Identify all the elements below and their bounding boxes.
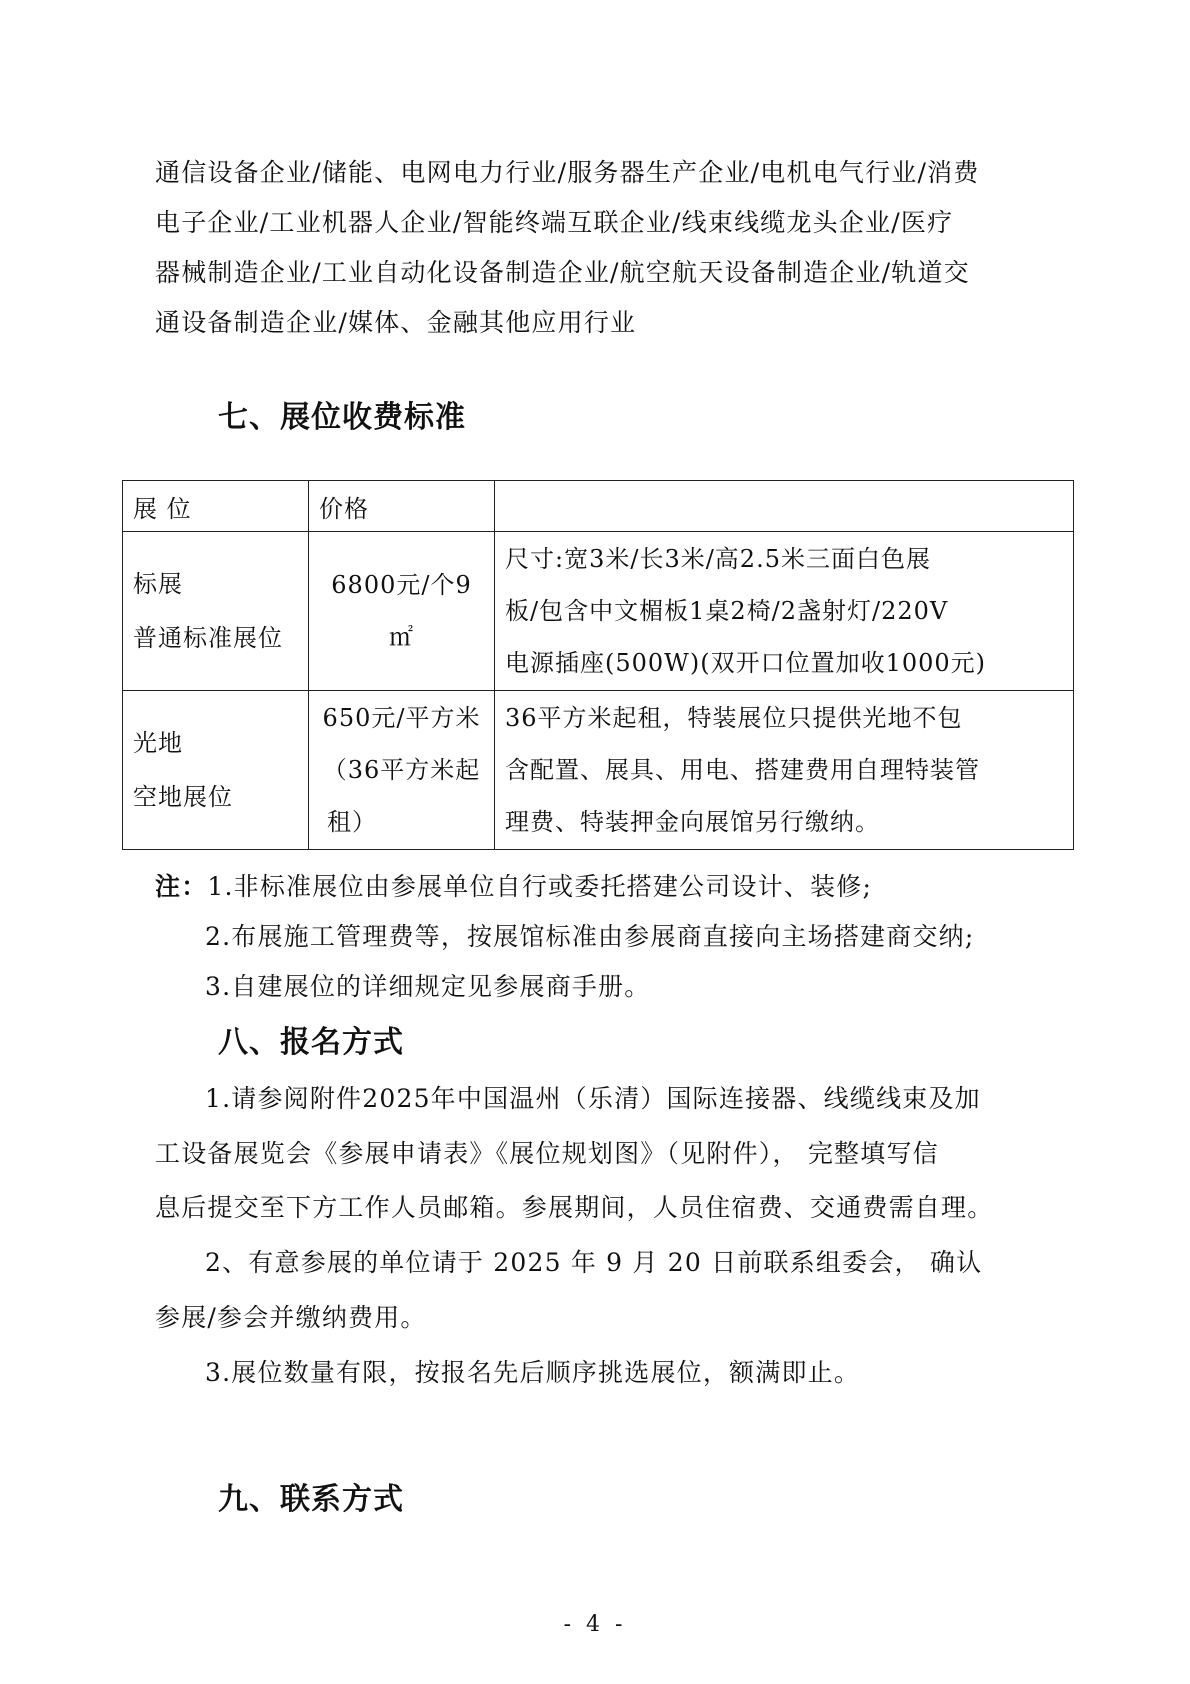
booth-desc-line: 板/包含中文楣板1桌2椅/2盏射灯/220V (505, 597, 949, 625)
booth-name-cell (123, 532, 309, 691)
intro-line-2: 电子企业/工业机器人企业/智能终端互联企业/线束线缆龙头企业/医疗 (155, 208, 954, 237)
booth-price-cell (309, 691, 495, 850)
booth-desc-line: 尺寸:宽3米/长3米/高2.5米三面白色展 (505, 545, 931, 573)
intro-line-1: 通信设备企业/储能、电网电力行业/服务器生产企业/电机电气行业/消费 (155, 158, 980, 187)
signup-line-6: 3.展位数量有限，按报名先后顺序挑选展位，额满即止。 (205, 1358, 861, 1387)
intro-line-3: 器械制造企业/工业自动化设备制造企业/航空航天设备制造企业/轨道交 (155, 258, 970, 287)
booth-desc-line: 电源插座(500W)(双开口位置加收1000元) (505, 649, 987, 677)
table-header-row (123, 481, 1074, 532)
booth-price-line: 租） (327, 808, 377, 836)
booth-desc-line: 理费、特装押金向展馆另行缴纳。 (505, 808, 880, 836)
booth-name-line: 普通标准展位 (133, 624, 283, 652)
booth-desc-cell (495, 532, 1074, 691)
note-label: 注： (155, 872, 208, 901)
note-line-1 (155, 870, 1055, 904)
booth-price-line: （36平方米起 (322, 756, 481, 784)
booth-fee-table (122, 480, 1074, 850)
booth-desc-line: 36平方米起租，特装展位只提供光地不包 (505, 704, 963, 732)
signup-line-2: 工设备展览会《参展申请表》《展位规划图》（见附件）， 完整填写信 (155, 1139, 939, 1168)
header-cell-booth: 展 位 (123, 481, 309, 532)
booth-price-cell (309, 532, 495, 691)
booth-name-line: 标展 (133, 570, 183, 598)
header-cell-desc (495, 481, 1074, 532)
booth-name-line: 光地 (133, 729, 183, 757)
section-9-heading: 九、联系方式 (218, 1482, 404, 1517)
booth-desc-line: 含配置、展具、用电、搭建费用自理特装管 (505, 756, 980, 784)
signup-line-1: 1.请参阅附件2025年中国温州（乐清）国际连接器、线缆线束及加 (205, 1084, 981, 1113)
note-text: 1.非标准展位由参展单位自行或委托搭建公司设计、装修; (207, 872, 873, 901)
note-line-3: 3.自建展位的详细规定见参展商手册。 (205, 972, 651, 1001)
signup-line-3: 息后提交至下方工作人员邮箱。参展期间，人员住宿费、交通费需自理。 (155, 1193, 994, 1222)
section-7-heading: 七、展位收费标准 (218, 400, 466, 435)
booth-desc-cell (495, 691, 1074, 850)
booth-name-line: 空地展位 (133, 783, 233, 811)
booth-name-cell (123, 691, 309, 850)
table-row (123, 532, 1074, 691)
signup-line-5: 参展/参会并缴纳费用。 (155, 1303, 427, 1332)
booth-price-line: 650元/平方米 (322, 704, 481, 732)
table-row (123, 691, 1074, 850)
intro-line-4: 通设备制造企业/媒体、金融其他应用行业 (155, 308, 637, 337)
booth-price-line: 6800元/个9㎡ (331, 571, 472, 651)
signup-line-4: 2、有意参展的单位请于 2025 年 9 月 20 日前联系组委会， 确认 (205, 1248, 983, 1277)
page-number: - 4 - (563, 1612, 627, 1637)
header-cell-price: 价格 (309, 481, 495, 532)
section-8-heading: 八、报名方式 (218, 1025, 404, 1060)
note-line-2: 2.布展施工管理费等，按展馆标准由参展商直接向主场搭建商交纳; (205, 922, 975, 951)
